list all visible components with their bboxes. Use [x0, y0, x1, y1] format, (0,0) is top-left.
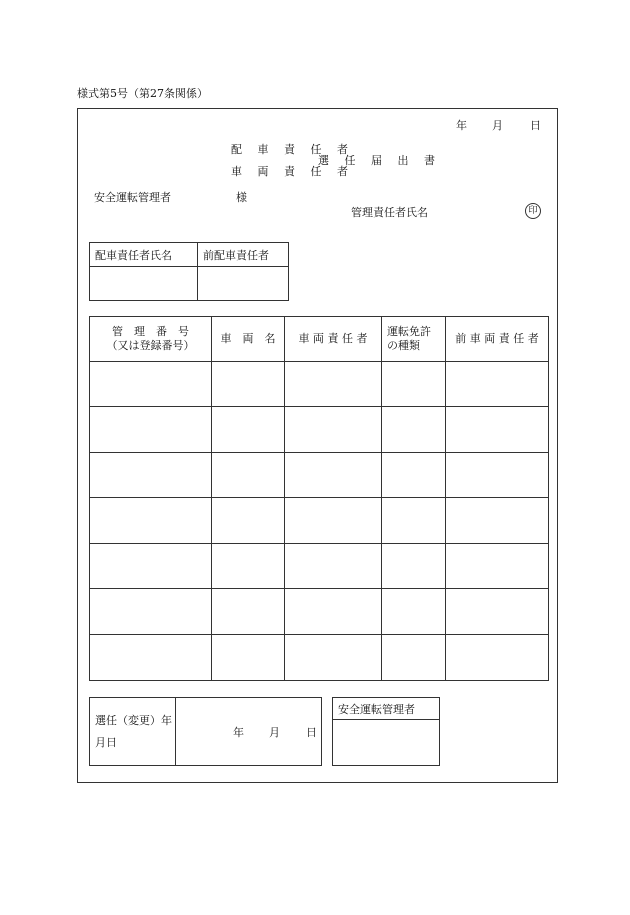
seal-icon: 印	[525, 203, 541, 219]
addressee-label: 安全運転管理者	[94, 191, 171, 204]
appointment-label-line2: 月日	[95, 735, 117, 749]
safety-manager-label: 安全運転管理者	[333, 698, 440, 720]
table-cell[interactable]	[212, 498, 285, 544]
table-cell[interactable]	[90, 453, 212, 498]
table-cell[interactable]	[382, 544, 446, 589]
table-cell[interactable]	[285, 589, 382, 635]
table-cell[interactable]	[285, 453, 382, 498]
table-row	[90, 589, 549, 635]
title-line2: 車 両 責 任 者	[231, 165, 354, 178]
table-cell[interactable]	[212, 635, 285, 681]
appointment-date-cell[interactable]	[176, 698, 322, 766]
table-cell[interactable]	[382, 453, 446, 498]
dispatch-prev-cell[interactable]	[198, 267, 289, 301]
table-cell[interactable]	[212, 589, 285, 635]
table-cell[interactable]	[382, 498, 446, 544]
table-cell[interactable]	[446, 544, 549, 589]
table-row	[90, 362, 549, 407]
header-vehicle-name: 車 両 名	[212, 317, 285, 362]
appointment-label-line1: 選任（変更）年	[95, 713, 172, 727]
table-cell[interactable]	[90, 362, 212, 407]
table-cell[interactable]	[212, 362, 285, 407]
header-management-no-line2: （又は登録番号）	[106, 339, 195, 352]
table-row	[90, 453, 549, 498]
table-cell[interactable]	[212, 407, 285, 453]
header-management-no	[90, 317, 212, 362]
vehicle-table	[89, 316, 549, 681]
table-cell[interactable]	[90, 498, 212, 544]
table-cell[interactable]	[446, 453, 549, 498]
table-cell[interactable]	[90, 407, 212, 453]
table-cell[interactable]	[90, 635, 212, 681]
table-cell[interactable]	[446, 589, 549, 635]
table-cell[interactable]	[90, 589, 212, 635]
manager-name-label: 管理責任者氏名	[351, 206, 428, 219]
table-cell[interactable]	[382, 407, 446, 453]
table-cell[interactable]	[446, 498, 549, 544]
table-cell[interactable]	[446, 362, 549, 407]
dispatch-name-cell[interactable]	[90, 267, 198, 301]
dispatch-header-prev: 前配車責任者	[198, 243, 289, 267]
addressee-honorific: 様	[236, 191, 247, 204]
table-cell[interactable]	[382, 635, 446, 681]
table-cell[interactable]	[446, 635, 549, 681]
safety-manager-table	[332, 697, 440, 766]
table-cell[interactable]	[285, 635, 382, 681]
dispatch-table	[89, 242, 289, 301]
table-cell[interactable]	[446, 407, 549, 453]
header-management-no-line1: 管 理 番 号	[112, 325, 189, 338]
table-row	[90, 498, 549, 544]
appointment-year: 年	[233, 725, 244, 739]
table-row	[90, 544, 549, 589]
appointment-day: 日	[306, 725, 317, 739]
table-row	[90, 407, 549, 453]
header-license	[382, 317, 446, 362]
title-line1: 配 車 責 任 者	[231, 143, 354, 156]
table-cell[interactable]	[382, 362, 446, 407]
title-suffix: 選 任 届 出 書	[318, 154, 441, 167]
appointment-label	[90, 698, 176, 766]
header-license-line1: 運転免許	[387, 325, 431, 338]
table-cell[interactable]	[90, 544, 212, 589]
table-cell[interactable]	[382, 589, 446, 635]
date-day: 日	[530, 119, 541, 132]
table-row	[90, 635, 549, 681]
appointment-month: 月	[269, 725, 280, 739]
header-license-line2: の種類	[387, 339, 420, 352]
date-year: 年	[456, 119, 467, 132]
header-vehicle-manager: 車 両 責 任 者	[285, 317, 382, 362]
dispatch-header-name: 配車責任者氏名	[90, 243, 198, 267]
table-cell[interactable]	[212, 453, 285, 498]
table-cell[interactable]	[285, 362, 382, 407]
appointment-table	[89, 697, 322, 766]
table-cell[interactable]	[212, 544, 285, 589]
safety-manager-value[interactable]	[333, 720, 440, 766]
header-prev-manager: 前 車 両 責 任 者	[446, 317, 549, 362]
table-cell[interactable]	[285, 407, 382, 453]
table-cell[interactable]	[285, 498, 382, 544]
date-month: 月	[492, 119, 503, 132]
table-cell[interactable]	[285, 544, 382, 589]
form-id: 様式第5号（第27条関係）	[77, 87, 208, 100]
